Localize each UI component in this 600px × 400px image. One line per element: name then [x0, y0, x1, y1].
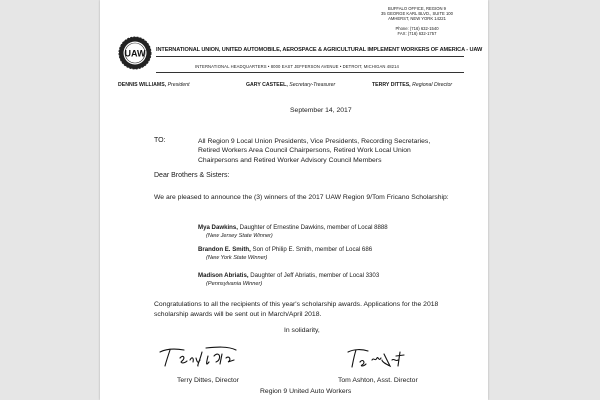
winner-detail: Son of Philip E. Smith, member of Local 686: [252, 246, 373, 253]
officer-regional-director: [372, 82, 452, 88]
office-line: Phone: (716) 632-1540: [395, 26, 439, 32]
office-line: BUFFALO OFFICE, REGION 9: [388, 6, 446, 11]
winner-entry: [198, 224, 388, 240]
recipient-line: Chairpersons and Retired Worker Advisory Council Members: [198, 156, 382, 164]
officer-name: GARY CASTEEL,: [246, 82, 288, 88]
officer-secretary-treasurer: [246, 82, 335, 88]
recipient-line: All Region 9 Local Union Presidents, Vice Presidents, Recording Secretaries,: [198, 138, 431, 145]
union-name: INTERNATIONAL UNION, UNITED AUTOMOBILE, AEROSPACE & AGRICULTURAL IMPLEMENT WORKERS OF AMERICA - UAW: [156, 47, 483, 53]
winner-name: Brandon E. Smith,: [198, 246, 251, 253]
office-line: 35 GEORGE KARL BLVD., SUITE 100: [381, 11, 453, 17]
to-label: TO:: [154, 137, 166, 144]
winner-detail: Daughter of Ernestine Dawkins, member of Local 8888: [239, 224, 388, 231]
winner-entry: [198, 272, 379, 288]
uaw-logo: [118, 36, 152, 70]
signature-terry-dittes: [156, 344, 246, 370]
officer-president: [118, 82, 190, 88]
signatory-name: Tom Ashton, Asst. Director: [338, 377, 418, 384]
winner-state: (New York State Winner): [206, 255, 268, 261]
officer-title: President: [167, 82, 190, 88]
recipient-line: Retired Workers Area Council Chairpersons, Retired Work Local Union: [198, 147, 411, 155]
salutation: Dear Brothers & Sisters:: [154, 172, 230, 179]
signatory-name: Terry Dittes, Director: [177, 377, 239, 384]
winner-name: Madison Abriatis,: [198, 272, 249, 279]
header-rule: [156, 72, 464, 73]
winner-detail: Daughter of Jeff Abriatis, member of Local 3303: [250, 272, 380, 279]
office-address: [362, 6, 472, 37]
office-line: FAX: (716) 632-1757: [397, 31, 437, 37]
office-line: AMHERST, NEW YORK 14221: [388, 16, 446, 22]
officer-title: Regional Director: [412, 82, 453, 88]
winner-state: (Pennsylvania Winner): [206, 281, 263, 287]
recipient-list: [198, 137, 456, 165]
officer-title: Secretary-Treasurer: [289, 82, 336, 88]
officer-name: DENNIS WILLIAMS,: [118, 82, 167, 88]
announcement-paragraph: We are pleased to announce the (3) winners of the 2017 UAW Region 9/Tom Fricano Scholarship:: [154, 194, 449, 201]
officer-name: TERRY DITTES,: [372, 82, 411, 88]
winner-name: Mya Dawkins,: [198, 224, 238, 231]
sign-off: In solidarity,: [284, 327, 320, 334]
letter-page: [100, 0, 488, 400]
header-rule: [156, 56, 464, 57]
logo-text: UAW: [124, 48, 146, 59]
letter-date: September 14, 2017: [290, 107, 352, 114]
closing-paragraph: Congratulations to all the recipients of this year's scholarship awards. Applications for the 2018 scholarship awards will be sent out in March/April 2018.: [154, 301, 439, 318]
signature-tom-ashton: [344, 346, 414, 372]
headquarters-address: INTERNATIONAL HEADQUARTERS • 8000 EAST JEFFERSON AVENUE • DETROIT, MICHIGAN 48214: [195, 64, 399, 69]
winner-entry: [198, 246, 372, 262]
letter-footer: Region 9 United Auto Workers: [260, 388, 352, 395]
winner-state: (New Jersey State Winner): [206, 233, 273, 239]
